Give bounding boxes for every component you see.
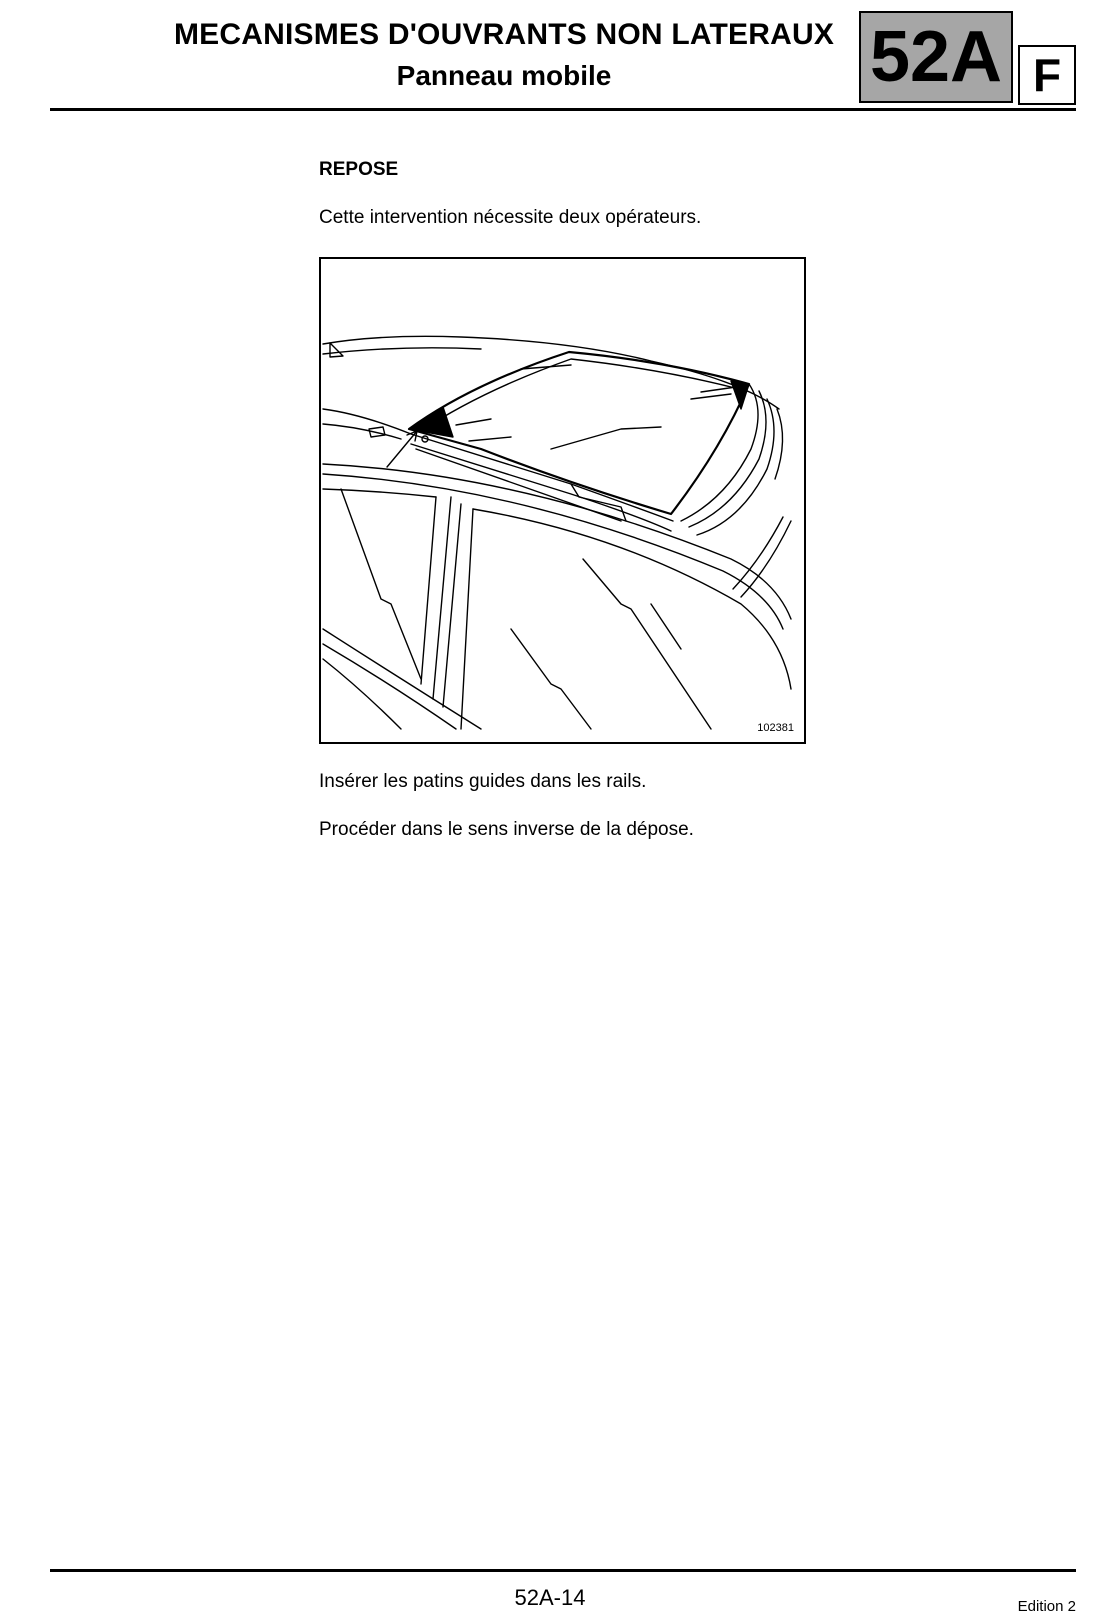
section-code-text: 52A <box>869 17 1003 97</box>
header-divider <box>50 108 1076 111</box>
sunroof-illustration <box>319 257 806 744</box>
language-code-badge <box>1018 45 1076 105</box>
step-reverse-procedure: Procéder dans le sens inverse de la dépose. <box>319 819 694 840</box>
language-code-text: F <box>1032 49 1062 101</box>
footer-divider <box>50 1569 1076 1572</box>
section-code-badge <box>859 11 1013 103</box>
intro-paragraph: Cette intervention nécessite deux opérateurs. <box>319 207 702 228</box>
section-heading: REPOSE <box>319 159 399 180</box>
figure-reference-number: 102381 <box>757 722 794 734</box>
edition-label: Edition 2 <box>1017 1598 1076 1615</box>
document-title: MECANISMES D'OUVRANTS NON LATERAUX <box>173 18 835 51</box>
document-subtitle: Panneau mobile <box>396 60 612 91</box>
sunroof-line-drawing <box>321 259 804 742</box>
step-insert-guides: Insérer les patins guides dans les rails. <box>319 771 647 792</box>
page-number: 52A-14 <box>514 1585 586 1610</box>
